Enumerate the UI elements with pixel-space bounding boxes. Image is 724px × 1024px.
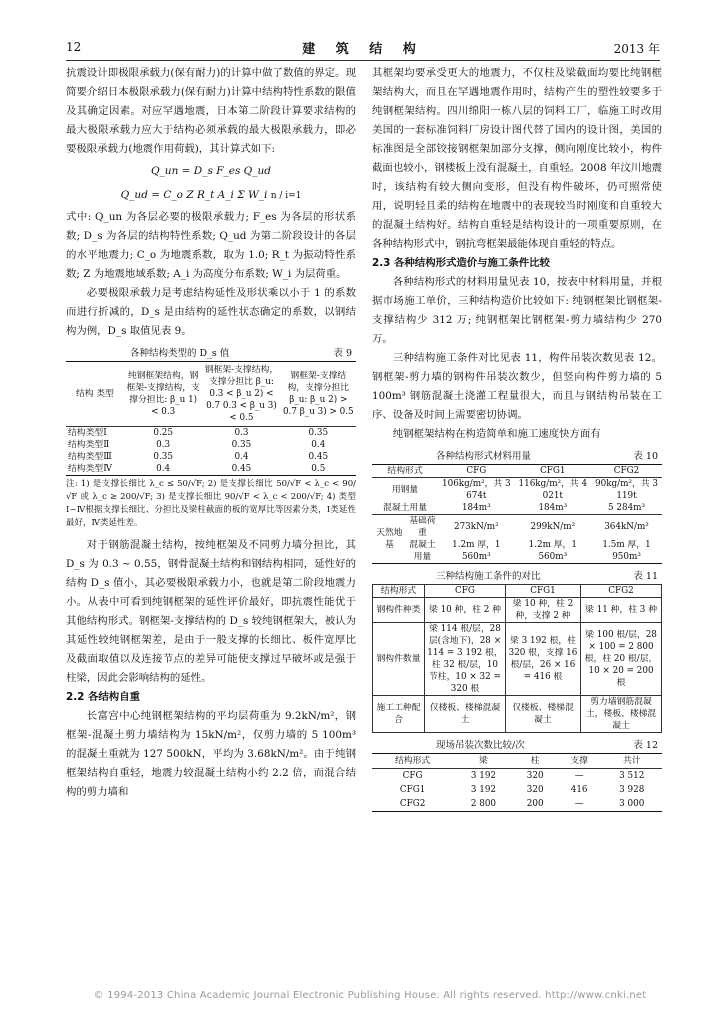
table-cell: 基础荷重	[409, 516, 436, 538]
table-11-title: 三种结构施工条件的对比	[436, 571, 541, 582]
formula-2-text: Q_ud = C_o Z R_t A_i Σ W_i	[120, 189, 268, 201]
table-cell: 梁 100 根/层，28 × 100 = 2 800 根，柱 20 根/层，10 × 20 = 200 根	[581, 623, 662, 696]
table-cell: 3 192	[470, 785, 497, 795]
table-11-number: 表 11	[633, 571, 658, 582]
table-header-cell: 结构形式	[372, 465, 438, 478]
right-column	[372, 64, 662, 812]
table-12-caption	[372, 739, 662, 753]
table-cell: 184m³	[461, 503, 491, 513]
table-header-cell: 结构形式	[372, 754, 453, 769]
paragraph: 长富宫中心纯钢框架结构的平均层荷重为 9.2kN/m²，钢框架-混凝土剪力墙结构为 15kN/m²，仅剪力墙的 5 100m³ 的混凝土重就为 127 500kN，平均为 3.68kN/m²。由于纯钢框架结构自重轻，地震力较混凝土结构小约 2.2 倍，而混合结构的剪力墙和	[66, 710, 356, 798]
paragraph: 式中: Q_un 为各层必要的极限承载力; F_es 为各层的形状系数; D_s 为各层的结构特性系数; Q_ud 为第二阶段设计的各层的水平地震力; C_o 为地震系数，取为 1.0; R_t 为振动特性系数; Z 为地震地域系数; A_i 为高度分布系数; W_i 为层荷重。	[66, 211, 356, 280]
table-10-title: 各种结构形式材料用量	[436, 451, 532, 462]
table-cell: CFG1	[399, 785, 426, 795]
table-cell: 0.25	[153, 428, 173, 438]
formula-2-sum-limits: n / i=1	[270, 191, 302, 201]
table-cell: 184m³	[538, 503, 568, 513]
table-9-title: 各种结构类型的 D_s 值	[130, 348, 230, 359]
table-cell: 320	[526, 771, 544, 781]
left-column	[66, 64, 356, 802]
table-10-caption	[372, 450, 662, 464]
table-9-number: 表 9	[333, 348, 352, 359]
table-cell: 416	[570, 785, 588, 795]
paragraph: 各种结构形式的材料用量见表 10，按表中材料用量，并根据市场施工单价，三种结构造价比较如下: 纯钢框架比钢框架-支撑结构少 312 万; 纯钢框架比钢框架-剪力墙结构少 270 万。	[372, 276, 662, 345]
table-cell: —	[574, 771, 584, 781]
table-11-caption	[372, 570, 662, 584]
copyright-footer: © 1994-2013 China Academic Journal Electronic Publishing House. All rights reserved. http://www.cnki.net	[93, 990, 647, 1001]
table-9-note: 注: 1) 是支撑长细比 λ_c ≤ 50/√F; 2) 是支撑长细比 50/√F < λ_c < 90/√F 或 λ_c ≥ 200/√F; 3) 是支撑长细比 90/√F < λ_c < 200/√F; 4) 类型Ⅰ~Ⅳ根据支撑长细比、分担比及梁柱截面的板的宽厚比等因素分类，Ⅰ类延性最好，Ⅳ类延性差。	[66, 479, 356, 528]
table-cell: —	[574, 799, 584, 809]
table-cell: 混凝土用量	[383, 503, 428, 513]
table-cell: CFG	[402, 771, 423, 781]
table-cell: 364kN/m²	[604, 522, 649, 532]
section-heading: 2.3 各种结构形式造价与施工条件比较	[372, 257, 550, 269]
table-cell: 0.4	[234, 452, 249, 462]
table-header-cell: 梁	[453, 754, 513, 769]
table-header-cell: 柱	[514, 754, 557, 769]
table-row	[373, 623, 662, 696]
table-cell: 结构类型Ⅰ	[68, 428, 107, 438]
table-row	[66, 451, 356, 463]
table-cell: 1.5m 厚，1 950m³	[602, 540, 651, 562]
table-cell: 5 284m³	[607, 503, 646, 513]
table-cell: 混凝土用量	[409, 540, 436, 562]
table-header-cell: CFG2	[591, 465, 662, 478]
table-cell: 299kN/m²	[530, 522, 576, 532]
table-header-cell: 纯钢框架结构，钢框架-支撑结构，支撑分担比: β_u 1) < 0.3	[124, 362, 202, 427]
table-cell: 钢构件种类	[373, 598, 425, 623]
table-cell: 200	[526, 799, 544, 809]
journal-year: 2013 年	[613, 42, 660, 56]
table-cell: 用钢量	[391, 485, 419, 495]
table-cell: 2 800	[470, 799, 497, 809]
table-header-cell: 支撑	[557, 754, 602, 769]
table-header-cell: CFG	[425, 585, 506, 598]
table-header-cell: 钢框架-支撑结构，支撑分担比 β_u: 0.3 < β_u 2) < 0.7 0.3 < β_u 3) < 0.5	[202, 362, 280, 427]
table-cell: 116kg/m²，共 4 021t	[518, 479, 588, 501]
journal-name: 建 筑 结 构	[302, 42, 424, 57]
table-cell: 施工工种配合	[373, 696, 425, 733]
table-cell: 天然地基	[376, 528, 403, 550]
page-header	[66, 36, 660, 58]
table-cell: 0.5	[311, 464, 326, 474]
section-heading: 2.2 各结构自重	[66, 691, 140, 703]
table-cell: 0.45	[308, 452, 329, 462]
table-row	[372, 515, 662, 540]
paragraph: 对于钢筋混凝土结构，按纯框架及不同剪力墙分担比，其 D_s 为 0.3 ~ 0.55，钢骨混凝土结构和钢结构相同，延性好的结构 D_s 值小，其必要极限承载力小，也就是第二阶段地震力小。从表中可看到纯钢框架的延性评价最好，即抗震性能优于其他结构形式。钢框架-支撑结构的 D_s 较纯钢框架大，被认为其延性较纯钢框架差，是由于一般支撑的长细比、板件宽厚比及截面取值以及连接节点的差异可能使支撑过早破坏或是强于柱梁，因此会影响结构的延性。	[66, 539, 356, 684]
paragraph: 其框架均要承受更大的地震力，不仅柱及梁截面均要比纯钢框架结构大，而且在罕遇地震作用时，结构产生的塑性较要多于纯钢框架结构。四川绵阳一栋八层的饲料工厂，临施工时改用美国的一套标准饲料厂房设计图代替了国内的设计图，美国的标准图是全部铰接钢框架加部分支撑，侧向刚度比较小，构件截面也较小，钢楼板上没有混凝土，自重轻。2008 年汶川地震时，该结构有较大侧向变形，但没有构件破坏，仍可照常使用，说明轻且柔的结构在地震中的表现较当时刚度和自重较大的混凝土结构好。结构自重轻是结构设计的一项重要原则，在各种结构形式中，钢抗弯框架最能体现自重轻的特点。	[372, 67, 662, 250]
table-row	[373, 696, 662, 733]
table-cell: 3 512	[619, 771, 645, 781]
table-cell: 90kg/m²，共 3 119t	[595, 479, 659, 501]
table-cell: 1.2m 厚，1 560m³	[528, 540, 577, 562]
table-row	[372, 502, 662, 515]
table-header-row	[373, 585, 662, 598]
table-10	[372, 464, 662, 564]
table-row	[66, 427, 356, 440]
paragraph: 纯钢框架结构在构造简单和施工速度快方面有	[392, 428, 601, 440]
table-cell: 0.3	[156, 440, 171, 450]
table-header-cell: CFG	[438, 465, 515, 478]
table-header-cell: 钢框架-支撑结构，支撑分担比 β_u: β_u 2) > 0.7 β_u 3) > 0.5	[281, 362, 356, 427]
table-cell: 仅楼板、楼梯混凝土	[425, 696, 506, 733]
paragraph: 必要极限承载力是考虑结构延性及形状乘以小于 1 的系数而进行折减的，D_s 是由结构的延性状态确定的系数，以钢结构为例，D_s 取值见表 9。	[66, 287, 356, 337]
formula-2	[66, 183, 356, 208]
table-header-cell: CFG2	[581, 585, 662, 598]
table-cell: 0.35	[231, 440, 252, 450]
table-cell: 钢构件数量	[373, 623, 425, 696]
table-cell: 梁 114 根/层，28 层(含地下)，28 × 114 = 3 192 根，柱 32 根/层，10 节柱，10 × 32 = 320 根	[425, 623, 506, 696]
table-cell: 结构类型Ⅱ	[68, 440, 110, 450]
table-cell: 梁 10 种，柱 2 种，支撑 2 种	[505, 598, 580, 623]
paragraph: 抗震设计即极限承载力(保有耐力)的计算中做了数值的界定。现简要介绍日本极限承载力(保有耐力)计算中结构特性系数的限值及其确定因素。对应罕遇地震，日本第二阶段计算要求结构的最大极限承载力应大于结构必须承载的最大极限承载力，即必要极限承载力(地震作用荷载)，其计算式如下:	[66, 67, 356, 155]
paragraph: 三种结构施工条件对比见表 11，构件吊装次数见表 12。钢框架-剪力墙的钢构件吊装次数少，但竖向构件剪力墙的 5 100m³ 钢筋混凝土浇灌工程量很大，而且与钢结构吊装在工序、设备及时间上需要密切协调。	[372, 352, 662, 421]
table-cell: 0.4	[156, 464, 171, 474]
table-cell: 0.35	[153, 452, 173, 462]
table-cell: 梁 11 种，柱 3 种	[581, 598, 662, 623]
table-cell: 1.2m 厚，1 560m³	[452, 540, 501, 562]
table-cell: 3 928	[619, 785, 645, 795]
table-cell: CFG2	[399, 799, 426, 809]
table-header-cell: 结构 类型	[66, 362, 124, 427]
table-header-row	[372, 754, 662, 769]
table-10-number: 表 10	[633, 451, 658, 462]
table-12-title: 现场吊装次数比较/次	[436, 740, 525, 751]
table-12-number: 表 12	[633, 740, 658, 751]
table-9-caption	[66, 347, 356, 361]
table-cell: 梁 10 种，柱 2 种	[425, 598, 506, 623]
table-cell: 0.4	[311, 440, 326, 450]
table-row	[66, 463, 356, 476]
table-cell: 仅楼板、楼梯混凝土	[505, 696, 580, 733]
table-header-cell: 共计	[602, 754, 663, 769]
table-row	[66, 439, 356, 451]
table-header-cell: 结构形式	[373, 585, 425, 598]
table-cell: 273kN/m²	[453, 522, 499, 532]
table-cell: 剪力墙钢筋混凝土，楼板、楼梯混凝土	[581, 696, 662, 733]
table-header-row	[372, 465, 662, 478]
table-cell: 梁 3 192 根，柱 320 根，支撑 16 根/层，26 × 16 = 416 根	[505, 623, 580, 696]
table-cell: 106kg/m²，共 3 674t	[442, 479, 511, 501]
table-row	[372, 769, 662, 784]
table-row	[373, 598, 662, 623]
table-row	[372, 539, 662, 564]
table-cell: 结构类型Ⅳ	[68, 464, 112, 474]
table-cell: 0.3	[234, 428, 249, 438]
table-cell: 0.45	[231, 464, 252, 474]
table-cell: 0.35	[308, 428, 329, 438]
table-header-row	[66, 362, 356, 427]
formula-1: Q_un = D_s F_es Q_ud	[150, 165, 272, 177]
table-row	[372, 797, 662, 812]
table-cell: 320	[526, 785, 544, 795]
table-9	[66, 361, 356, 476]
table-12	[372, 753, 662, 812]
table-cell: 3 000	[619, 799, 645, 809]
table-row	[372, 478, 662, 503]
header-rule	[66, 60, 660, 61]
table-row	[372, 783, 662, 797]
table-cell: 结构类型Ⅲ	[68, 452, 112, 462]
table-11	[372, 584, 662, 733]
page-number: 12	[66, 40, 82, 54]
table-header-cell: CFG1	[515, 465, 592, 478]
table-header-cell: CFG1	[505, 585, 580, 598]
table-cell: 3 192	[470, 771, 497, 781]
